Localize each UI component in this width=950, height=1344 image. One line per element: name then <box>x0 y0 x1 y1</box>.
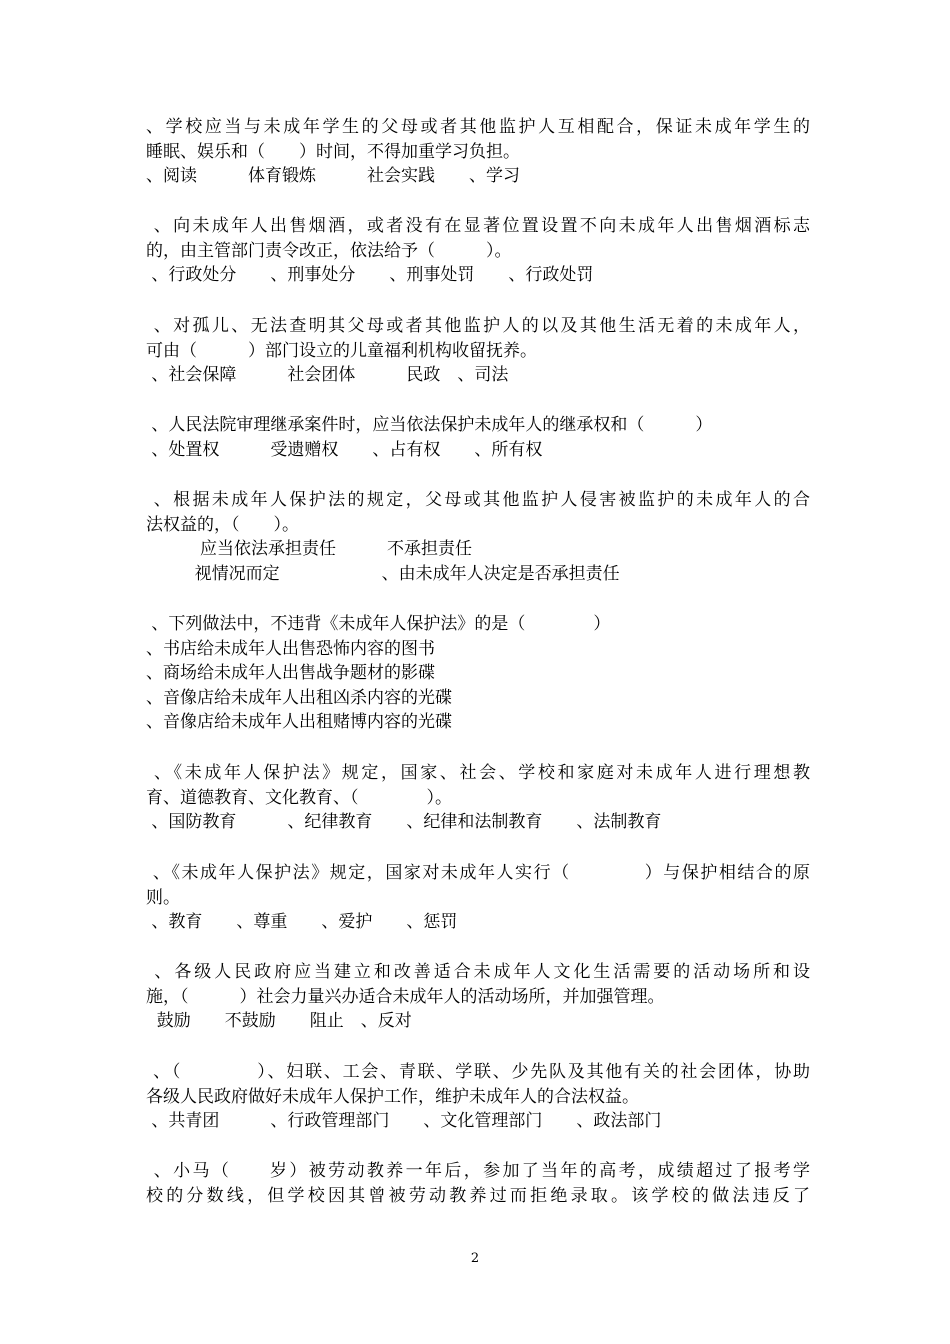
question-stem-line: 、小马（ 岁）被劳动教养一年后，参加了当年的高考，成绩超过了报考学 <box>146 1161 810 1181</box>
question-stem-line: 法权益的，（ ）。 <box>146 514 299 535</box>
question-options: 应当依法承担责任 不承担责任 <box>146 539 473 559</box>
question-stem-line: 校的分数线，但学校因其曾被劳动教养过而拒绝录取。该学校的做法违反了 <box>146 1185 810 1206</box>
page-number: 2 <box>470 1251 480 1266</box>
question-11 <box>146 1159 810 1208</box>
question-options: 、社会保障 社会团体 民政 、司法 <box>146 365 509 385</box>
question-options: 、音像店给未成年人出租赌博内容的光碟 <box>146 712 452 732</box>
question-options: 、书店给未成年人出售恐怖内容的图书 <box>146 638 435 659</box>
question-options: 、行政处分 、刑事处分 、刑事处罚 、行政处罚 <box>146 265 594 285</box>
question-options: 、音像店给未成年人出租凶杀内容的光碟 <box>146 687 452 708</box>
question-6 <box>146 612 810 735</box>
question-5 <box>146 488 810 586</box>
question-stem-line: 、各级人民政府应当建立和改善适合未成年人文化生活需要的活动场所和设 <box>146 962 810 982</box>
question-stem-line: 、对孤儿、无法查明其父母或者其他监护人的以及其他生活无着的未成年人， <box>146 316 810 336</box>
question-options: 、阅读 体育锻炼 社会实践 、学习 <box>146 166 520 186</box>
question-stem-line: 、《未成年人保护法》规定，国家对未成年人实行（ ）与保护相结合的原 <box>146 863 810 883</box>
question-options: 、处置权 受遗赠权 、占有权 、所有权 <box>146 439 543 460</box>
question-stem-line: 各级人民政府做好未成年人保护工作，维护未成年人的合法权益。 <box>146 1086 639 1107</box>
question-stem-line: 、《未成年人保护法》规定，国家、社会、学校和家庭对未成年人进行理想教 <box>146 763 810 783</box>
question-stem-line: 则。 <box>146 887 180 908</box>
question-options: 、教育 、尊重 、爱护 、惩罚 <box>146 912 458 932</box>
question-stem-line: 施，（ ）社会力量兴办适合未成年人的活动场所，并加强管理。 <box>146 986 665 1007</box>
question-2 <box>146 214 810 288</box>
question-10 <box>146 1060 810 1134</box>
question-options: 鼓励 不鼓励 阻止 、反对 <box>146 1011 412 1031</box>
question-stem-line: 睡眠、娱乐和（ ）时间，不得加重学习负担。 <box>146 141 520 162</box>
question-options: 、商场给未成年人出售战争题材的影碟 <box>146 663 435 683</box>
question-stem-line: 可由（ ）部门设立的儿童福利机构收留抚养。 <box>146 340 537 361</box>
question-options: 、国防教育 、纪律教育 、纪律和法制教育 、法制教育 <box>146 812 662 832</box>
question-4 <box>146 413 810 462</box>
question-stem-line: 的，由主管部门责令改正，依法给予（ ）。 <box>146 240 512 261</box>
question-1 <box>146 115 810 189</box>
question-stem-line: 、向未成年人出售烟酒，或者没有在显著位置设置不向未成年人出售烟酒标志 <box>146 216 810 236</box>
question-options: 视情况而定 、由未成年人决定是否承担责任 <box>146 563 620 584</box>
question-stem-line: 、学校应当与未成年学生的父母或者其他监护人互相配合，保证未成年学生的 <box>146 117 810 137</box>
question-9 <box>146 960 810 1034</box>
question-stem-line: 育、道德教育、文化教育、（ ）。 <box>146 787 452 808</box>
question-3 <box>146 314 810 388</box>
question-stem-line: 、下列做法中，不违背《未成年人保护法》的是（ ） <box>146 614 611 634</box>
question-7 <box>146 761 810 835</box>
question-stem-line: 、根据未成年人保护法的规定，父母或其他监护人侵害被监护的未成年人的合 <box>146 490 810 510</box>
question-stem-line: 、（ ）、妇联、工会、青联、学联、少先队及其他有关的社会团体，协助 <box>146 1062 810 1082</box>
question-stem-line: 、人民法院审理继承案件时，应当依法保护未成年人的继承权和（ ） <box>146 415 713 435</box>
question-options: 、共青团 、行政管理部门 、文化管理部门 、政法部门 <box>146 1111 662 1131</box>
question-8 <box>146 861 810 935</box>
